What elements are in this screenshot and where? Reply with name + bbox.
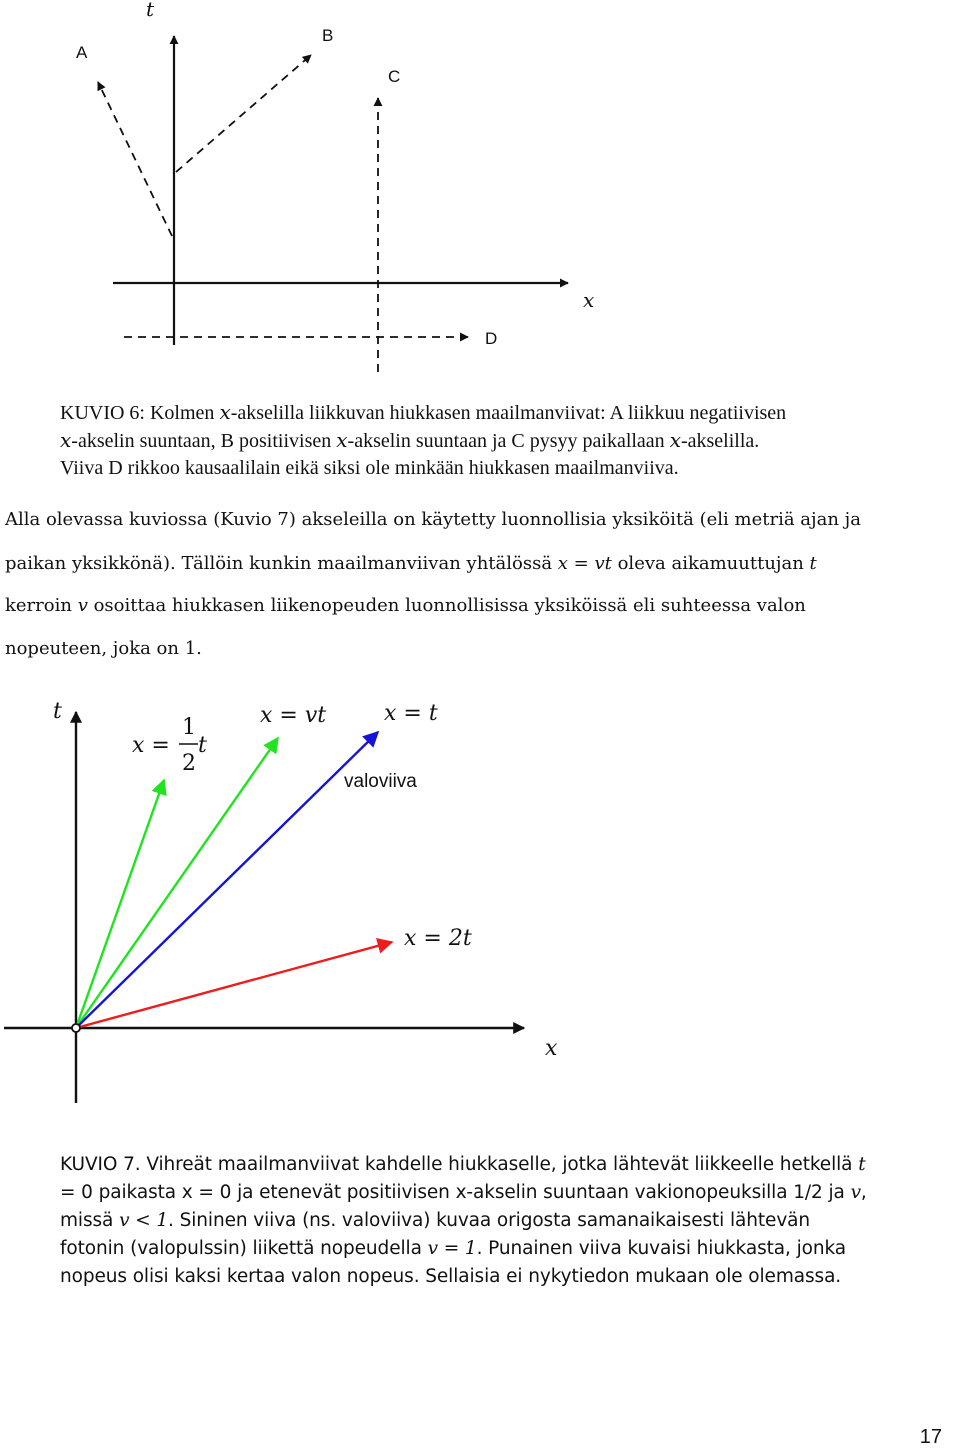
page-number: 17: [919, 1426, 942, 1448]
paragraph-text: osoittaa hiukkasen liikenopeuden luonnollisissa yksiköissä eli suhteessa valon: [87, 595, 806, 616]
worldline-half: [76, 780, 164, 1028]
caption-7-line-2: [60, 1179, 867, 1207]
fig7-x-label: x: [545, 1036, 558, 1061]
worldline-b: [176, 55, 311, 172]
worldline-2t: [76, 942, 392, 1028]
eq-half-num: 1: [182, 715, 196, 740]
origin-point: [72, 1024, 80, 1032]
paragraph-line-2: [5, 553, 817, 574]
caption-7-line-3: [60, 1207, 810, 1235]
variable-t: t: [809, 553, 817, 574]
worldline-vt: [76, 738, 278, 1028]
caption-6-text: -akselilla.: [680, 430, 760, 452]
caption-6-line-2: [60, 426, 759, 455]
label-b: B: [322, 26, 334, 45]
caption-6-var: x: [669, 428, 681, 452]
figure-7: [0, 690, 960, 1120]
light-line-label: valoviiva: [344, 771, 417, 792]
caption-6-text: Viiva D rikkoo kausaalilain eikä siksi ole minkään hiukkasen maailmanviiva.: [60, 457, 679, 479]
label-a: A: [76, 43, 88, 62]
equation-vt: x = vt: [260, 703, 327, 728]
caption-6-line-3: [60, 454, 679, 482]
caption-7-math: v < 1: [119, 1210, 169, 1231]
caption-7-text: KUVIO 7. Vihreät maailmanviivat kahdelle hiukkaselle, jotka lähtevät liikkeelle hetkellä: [60, 1154, 859, 1175]
label-d: D: [485, 329, 498, 348]
caption-7-text: ,: [860, 1182, 867, 1203]
caption-7-text: missä: [60, 1210, 120, 1231]
caption-6-line-1: [60, 398, 786, 427]
caption-7-line-5: [60, 1263, 841, 1291]
label-c: C: [388, 67, 401, 86]
caption-6-text: KUVIO 6: Kolmen: [60, 402, 220, 424]
paragraph-line-1: [5, 509, 861, 530]
paragraph-text: oleva aikamuuttujan: [611, 553, 810, 574]
caption-7-line-4: [60, 1235, 846, 1263]
caption-6-text: -akselin suuntaan, B positiivisen: [71, 430, 337, 452]
caption-7-text: fotonin (valopulssin) liikettä nopeudella: [60, 1238, 428, 1259]
equation-2t: x = 2t: [404, 926, 472, 951]
eq-half-lhs: x =: [132, 733, 170, 758]
caption-7-var: x: [181, 1182, 193, 1203]
caption-7-text: -akselin suuntaan vakionopeuksilla 1/2 ja: [466, 1182, 851, 1203]
caption-7-text: nopeus olisi kaksi kertaa valon nopeus. Sellaisia ei nykytiedon mukaan ole olemassa.: [60, 1266, 842, 1287]
fig6-x-label: x: [583, 288, 595, 312]
equation-light: x = t: [384, 701, 438, 726]
caption-7-var: x: [455, 1182, 467, 1203]
paragraph-text: nopeuteen, joka on 1.: [5, 638, 202, 659]
equation-half-t: [132, 715, 207, 776]
paragraph-text: Alla olevassa kuviossa (Kuvio 7) akseleilla on käytetty luonnollisia yksiköitä (eli metriä ajan ja: [5, 509, 861, 530]
paragraph-text: kerroin: [5, 595, 78, 616]
caption-6-text: -akselin suuntaan ja C pysyy paikallaan: [347, 430, 670, 452]
equation-x-vt: x = vt: [557, 553, 612, 574]
caption-6-var: x: [219, 400, 231, 424]
figure-6: [0, 0, 960, 380]
paragraph-line-4: [5, 638, 202, 659]
paragraph-line-3: [5, 595, 806, 616]
caption-7-var: t: [858, 1154, 866, 1175]
variable-v: v: [77, 595, 88, 616]
fig7-t-label: t: [53, 699, 62, 724]
worldline-light: [76, 732, 378, 1028]
caption-7-line-1: [60, 1151, 866, 1179]
paragraph-text: paikan yksikkönä). Tällöin kunkin maailmanviivan yhtälössä: [5, 553, 558, 574]
caption-6-var: x: [60, 428, 72, 452]
caption-6-text: -akselilla liikkuvan hiukkasen maailmanviivat: A liikkuu negatiivisen: [230, 402, 787, 424]
eq-half-rhs: t: [198, 733, 207, 758]
caption-7-math: v = 1: [427, 1238, 477, 1259]
fig6-t-label: t: [146, 0, 155, 21]
caption-7-var: v: [850, 1182, 861, 1203]
caption-6-var: x: [336, 428, 348, 452]
caption-7-text: . Sininen viiva (ns. valoviiva) kuvaa origosta samanaikaisesti lähtevän: [168, 1210, 811, 1231]
worldline-a: [98, 82, 172, 236]
caption-7-text: = 0 paikasta: [60, 1182, 182, 1203]
eq-half-den: 2: [182, 751, 196, 776]
caption-7-text: = 0 ja etenevät positiivisen: [192, 1182, 456, 1203]
caption-7-text: . Punainen viiva kuvaisi hiukkasta, jonka: [476, 1238, 846, 1259]
